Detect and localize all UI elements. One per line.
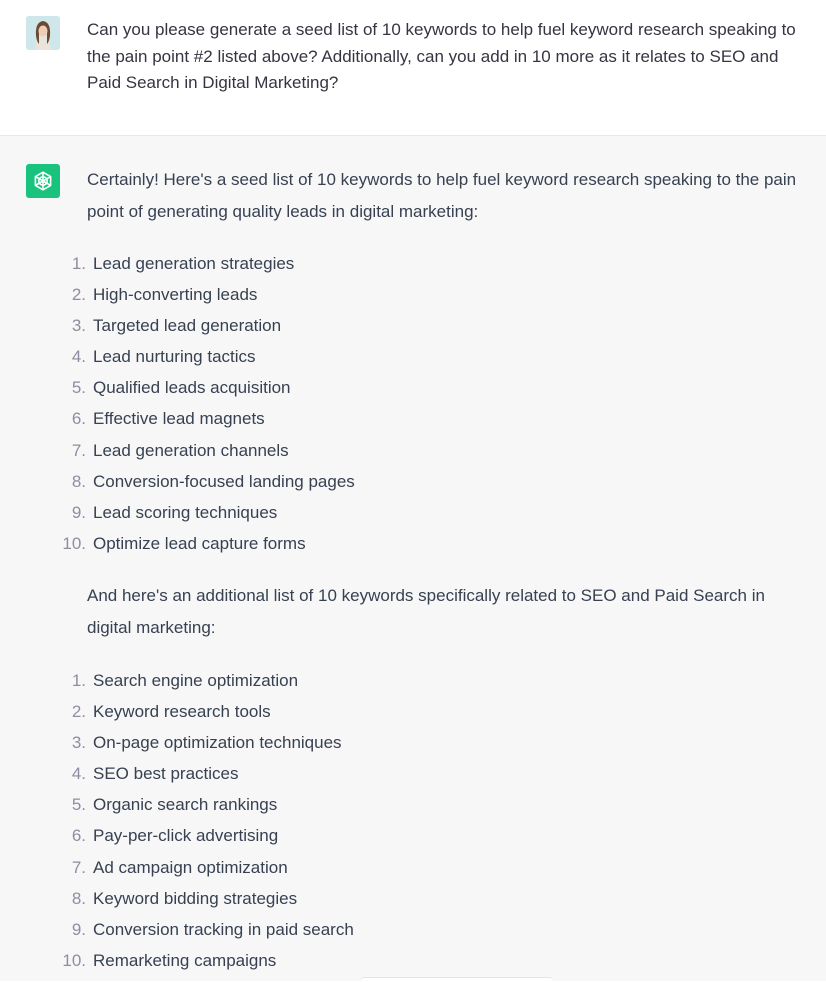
user-photo-avatar [26,16,60,50]
user-message-text: Can you please generate a seed list of 10 keywords to help fuel keyword research speaking to the pain point #2 listed above? Additionally, can you add in 10 more as it relates to SEO and Paid Search in Digital Marketing? [87,20,796,92]
assistant-middle-text: And here's an additional list of 10 keywords specifically related to SEO and Paid Search in digital marketing: [87,586,765,637]
user-message [0,0,826,136]
user-avatar [26,16,60,50]
scroll-to-bottom-button[interactable] [360,977,554,982]
assistant-intro-text: Certainly! Here's a seed list of 10 keywords to help fuel keyword research speaking to the pain point of generating quality leads in digital marketing: [87,170,797,221]
openai-logo-icon [31,169,55,193]
assistant-message: Certainly! Here's a seed list of 10 keywords to help fuel keyword research speaking to the pain point of generating quality leads in digital marketing: 1. Lead generation strategies 2. High-converting leads 3. Targeted lead generation 4. Lead nurturing tactics 5. Qualified leads acquisition 6. Effective lead magnets 7. Lead generation channels 8. Conversion-focused landing pages 9. Lead scoring techniques 10. Optimize lead capture forms And here's an additional list of 10 keywords specifically related to SEO and Paid Search in digital marketing: 1. Search engine optimization 2. Keyword research tools 3. On-page optimization techniques 4. SEO best practices 5. Organic search rankings 6. Pay-per-click advertising 7. Ad campaign optimization 8. Keyword bidding strategies 9. Conversion tracking in paid search 10. Remarketing campaigns [0,136,826,981]
assistant-avatar [26,164,60,198]
